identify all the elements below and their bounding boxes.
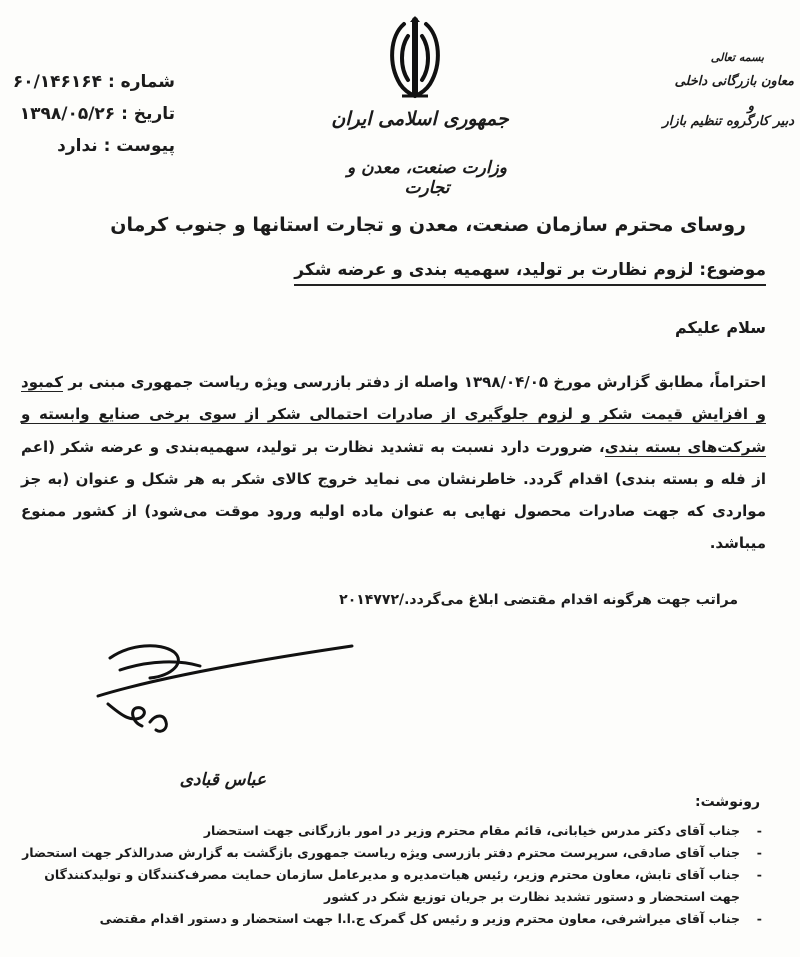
body-paragraph — [21, 366, 766, 560]
cc-item: - جناب آقای صادقی، سرپرست محترم دفتر بازرسی ویژه ریاست جمهوری بازگشت به گزارش صدرالذکر جهت استحضار — [21, 842, 766, 864]
ministry-name: وزارت صنعت، معدن و تجارت — [347, 158, 507, 198]
signature-icon — [90, 630, 360, 760]
bismillah-text: بسمه تعالی — [710, 51, 764, 64]
greeting: سلام علیکم — [674, 318, 766, 337]
iran-emblem-icon — [384, 14, 446, 102]
department-line-1: معاون بازرگانی داخلی — [674, 74, 794, 89]
letter-meta — [0, 74, 175, 170]
cc-item: - جناب آقای تابش، معاون محترم وزیر، رئیس هیات‌مدیره و مدیرعامل سازمان حمایت مصرف‌کنندگان و تولیدکنندگان جهت استحضار و دستور تشدید نظارت بر جریان توزیع شکر در کشور — [21, 864, 766, 908]
country-name: جمهوری اسلامی ایران — [331, 108, 509, 130]
letter-date-value: ۱۳۹۸/۰۵/۲۶ — [19, 104, 116, 124]
closing-line: مراتب جهت هرگونه اقدام مقتضی ابلاغ می‌گردد./۲۰۱۴۷۷۲ — [339, 592, 738, 608]
letter-attachment — [0, 138, 175, 155]
department-line-2: دبیر کارگروه تنظیم بازار — [662, 114, 794, 129]
letter-attachment-label: پیوست : — [103, 136, 175, 156]
letter-attachment-value: ندارد — [57, 136, 98, 156]
cc-item: - جناب آقای میراشرفی، معاون محترم وزیر و رئیس کل گمرک ج.ا.ا جهت استحضار و دستور اقدام مقتضی — [21, 908, 766, 930]
cc-list — [21, 820, 766, 929]
letter-number — [0, 74, 175, 91]
recipient-line: روسای محترم سازمان صنعت، معدن و تجارت استانها و جنوب کرمان — [110, 214, 746, 236]
subject-line — [46, 260, 766, 280]
letter-number-value: ۶۰/۱۴۶۱۶۴ — [12, 72, 103, 92]
body-text-part-1: احتراماً، مطابق گزارش مورخ ۱۳۹۸/۰۴/۰۵ واصله از دفتر بازرسی ویژه ریاست جمهوری مبنی بر — [63, 373, 766, 391]
cc-item: - جناب آقای دکتر مدرس خیابانی، قائم مقام محترم وزیر در امور بازرگانی جهت استحضار — [21, 820, 766, 842]
letter-number-label: شماره : — [107, 72, 175, 92]
signer-name: عباس قبادی — [179, 770, 266, 790]
letter-date — [0, 106, 175, 123]
body-underlined-text: کمبود و افزایش قیمت شکر و لزوم جلوگیری از صادرات احتمالی شکر از سوی برخی صنایع وابسته و شرکت‌های بسته بندی — [21, 373, 766, 456]
letter-body — [21, 366, 766, 560]
subject-text: موضوع: لزوم نظارت بر تولید، سهمیه بندی و عرضه شکر — [294, 260, 766, 286]
letter-date-label: تاریخ : — [121, 104, 175, 124]
cc-title: رونوشت: — [695, 794, 760, 810]
department-and: و — [747, 99, 754, 114]
letterhead-department — [644, 52, 794, 140]
body-text-part-2: ، ضرورت دارد نسبت به تشدید نظارت بر تولید، سهمیه‌بندی و عرضه شکر (اعم از فله و بسته بندی) اقدام گردد. خاطرنشان می نماید خروج کالای شکر به هر شکل و عنوان (به جز مواردی که جهت صادرات محصول نهایی به عنوان ماده اولیه ورود موقت می‌شود) از کشور ممنوع میباشد. — [21, 437, 766, 553]
